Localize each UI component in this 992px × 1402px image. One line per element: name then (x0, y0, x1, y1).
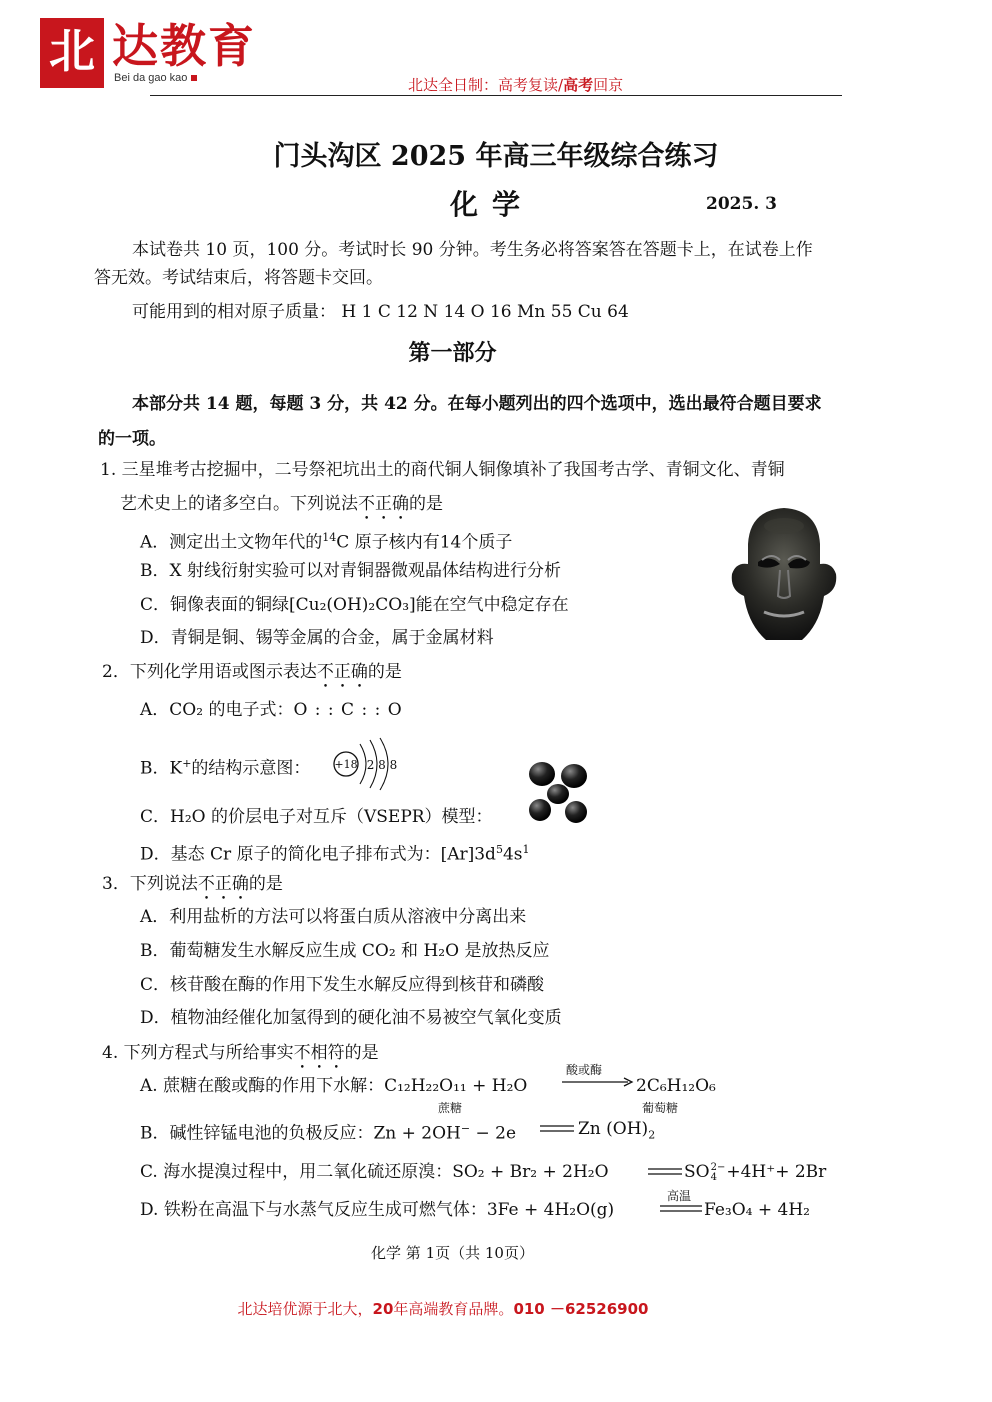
q4-b-sup: − (460, 1122, 471, 1135)
q3-option-a: A．利用盐析的方法可以将蛋白质从溶液中分离出来 (140, 907, 527, 927)
q2-option-b (140, 752, 310, 781)
co2-electron-formula: O : : C : : O (293, 700, 403, 720)
ad-text-c: 年高端教育品牌。 (393, 1300, 514, 1318)
slogan-part-b: 高考 (563, 76, 594, 94)
q4-option-a: A. 蔗糖在酸或酶的作用下水解：C₁₂H₂₂O₁₁ + H₂O (140, 1076, 528, 1096)
q4-c-product-text: SO (684, 1162, 710, 1182)
q1-stem-text: 艺术史上的诸多空白。下列说法 (120, 494, 358, 514)
q1-a-sup: 14 (322, 531, 337, 544)
q1-a-text-end: C 原子核内有14个质子 (336, 532, 513, 553)
q2-stem-end: 的是 (367, 662, 402, 682)
header-slogan (408, 74, 623, 95)
equals-sign-icon (540, 1124, 574, 1134)
vsepr-model-image (522, 758, 594, 828)
q4-b-text-mid: − 2e (470, 1123, 517, 1144)
q1-option-d: D．青铜是铜、锡等金属的合金，属于金属材料 (140, 628, 494, 648)
logo-mark (40, 18, 104, 88)
q4-b-product-text: Zn (OH) (578, 1119, 649, 1139)
q4-b-product (578, 1117, 655, 1147)
q1-option-a (140, 526, 512, 555)
q4-stem (102, 1041, 379, 1073)
part-instruction-2: 的一项。 (98, 429, 166, 449)
q3-option-c: C．核苷酸在酶的作用下发生水解反应得到核苷和磷酸 (140, 975, 545, 995)
q3-option-b: B．葡萄糖发生水解反应生成 CO₂ 和 H₂O 是放热反应 (140, 941, 550, 961)
sulfate-charge (711, 1163, 726, 1183)
q3-emphasis: 不正确 (197, 874, 249, 894)
q3-stem-text: 3．下列说法 (102, 874, 198, 894)
q2-d-text: D．基态 Cr 原子的简化电子排布式为：[Ar]3d (140, 844, 496, 865)
q2-option-c: C．H₂O 的价层电子对互斥（VSEPR）模型： (140, 807, 493, 827)
q1-stem-1: 1. 三星堆考古挖掘中，二号祭祀坑出土的商代铜人铜像填补了我国考古学、青铜文化、青铜 (100, 460, 785, 480)
q3-stem-end: 的是 (248, 874, 283, 894)
q2-stem-text: 2．下列化学用语或图示表达 (102, 662, 317, 682)
part-instruction-1: 本部分共 14 题，每题 3 分，共 42 分。在每小题列出的四个选项中，选出最符合题目要求 (132, 394, 822, 414)
q1-stem-2 (120, 492, 443, 524)
q4-d-condition: 高温 (667, 1189, 692, 1203)
q4-stem-text: 4. 下列方程式与所给事实 (102, 1043, 294, 1063)
logo-char: 北 (49, 24, 95, 78)
k-shell-electrons: 2 8 8 (366, 758, 398, 772)
exam-date: 2025. 3 (706, 194, 777, 214)
q4-a-product: 2C₆H₁₂O₆ (636, 1076, 716, 1096)
q1-option-b: B．X 射线衍射实验可以对青铜器微观晶体结构进行分析 (140, 561, 561, 581)
q4-b-sub: 2 (648, 1128, 656, 1142)
header-rule (150, 95, 842, 96)
q2-d-sup-1: 5 (495, 843, 503, 856)
q2-option-d (140, 838, 529, 867)
ad-text-b: 20 (372, 1300, 394, 1318)
q2-b-text-end: 的结构示意图： (191, 758, 311, 779)
ad-phone: 010 －62526900 (513, 1300, 649, 1318)
glucose-label: 葡萄糖 (642, 1101, 679, 1115)
q1-emphasis: 不正确 (358, 494, 409, 514)
k-nucleus-label: +18 (334, 758, 358, 771)
q2-stem (102, 660, 402, 692)
exam-title: 门头沟区 2025 年高三年级综合练习 (273, 141, 719, 172)
q4-stem-end: 的是 (344, 1043, 379, 1063)
q4-emphasis: 不相符 (293, 1043, 345, 1063)
sulfate-sub: 4 (710, 1171, 717, 1183)
intro-line-2: 答无效。考试结束后，将答题卡交回。 (94, 268, 383, 288)
reaction-arrow-icon (562, 1076, 634, 1088)
q4-d-product: Fe₃O₄ + 4H₂ (704, 1200, 811, 1220)
bronze-mask-image (728, 504, 840, 646)
logo-subtitle (114, 72, 197, 84)
equals-sign-icon (660, 1204, 702, 1214)
q2-emphasis: 不正确 (316, 662, 368, 682)
q1-a-text: A．测定出土文物年代的 (140, 532, 323, 553)
q4-option-b (140, 1117, 516, 1146)
q3-option-d: D．植物油经催化加氢得到的硬化油不易被空气氧化变质 (140, 1008, 562, 1028)
exam-subject: 化学 (450, 188, 535, 221)
slogan-part-a: 北达全日制：高考复读/ (408, 76, 564, 94)
intro-line-1: 本试卷共 10 页，100 分。考试时长 90 分钟。考生务必将答案答在答题卡上，在试卷上作 (132, 240, 813, 260)
ad-banner (0, 1298, 886, 1319)
logo-square-icon (191, 75, 197, 81)
q1-option-c: C．铜像表面的铜绿[Cu₂(OH)₂CO₃]能在空气中稳定存在 (140, 595, 569, 615)
logo-name: 达教育 (112, 19, 256, 73)
q4-option-d: D. 铁粉在高温下与水蒸气反应生成可燃气体：3Fe + 4H₂O(g) (140, 1200, 615, 1220)
q1-stem-end: 的是 (409, 494, 443, 514)
atomic-masses: 可能用到的相对原子质量： H 1 C 12 N 14 O 16 Mn 55 Cu 64 (132, 302, 629, 322)
q4-b-text: B．碱性锌锰电池的负极反应：Zn + 2OH (140, 1123, 461, 1144)
ad-text-a: 北达培优源于北大， (237, 1300, 373, 1318)
q4-a-condition: 酸或酶 (566, 1063, 603, 1077)
page-footer: 化学 第 1页（共 10页） (371, 1244, 534, 1262)
q2-b-text: B．K (140, 758, 183, 779)
q2-option-a (140, 698, 403, 722)
q2-b-sup: + (182, 757, 192, 770)
sulfate-charge-sup: 2− (710, 1161, 726, 1173)
q3-stem (102, 872, 283, 904)
q4-c-product (684, 1160, 826, 1184)
q2-a-text: A．CO₂ 的电子式： (140, 700, 294, 720)
q4-c-product-end: +4H⁺+ 2Br (726, 1162, 827, 1182)
logo-subtitle-text: Bei da gao kao (114, 72, 188, 84)
section-title: 第一部分 (408, 340, 497, 366)
k-ion-structure-diagram (330, 736, 406, 792)
q2-d-sup-2: 1 (522, 843, 530, 856)
q4-option-c: C. 海水提溴过程中，用二氧化硫还原溴：SO₂ + Br₂ + 2H₂O (140, 1162, 609, 1182)
slogan-part-c: 回京 (593, 76, 624, 94)
equals-sign-icon (648, 1167, 682, 1177)
q2-d-text-mid: 4s (502, 844, 523, 865)
sucrose-label: 蔗糖 (438, 1101, 463, 1115)
